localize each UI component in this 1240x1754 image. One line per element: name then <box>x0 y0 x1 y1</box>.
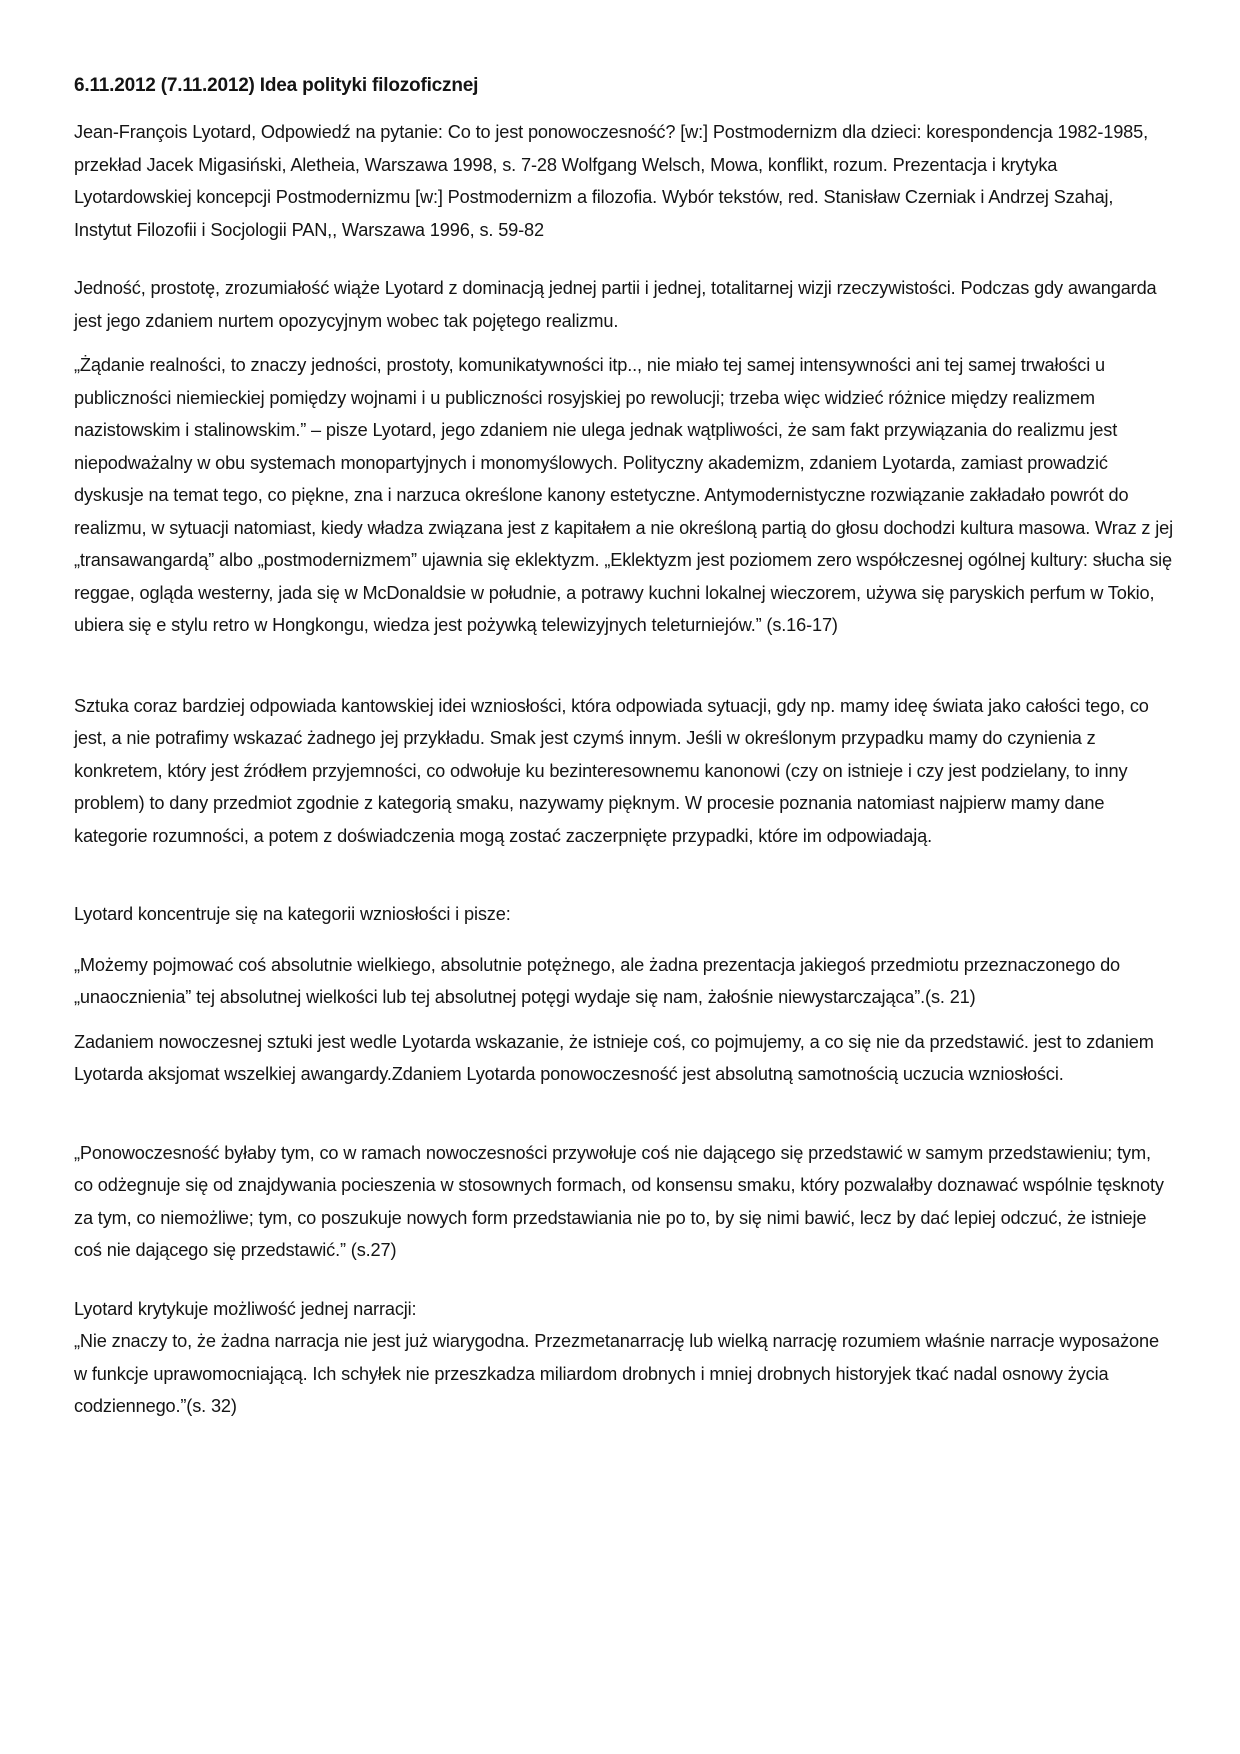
quote-paragraph: „Nie znaczy to, że żadna narracja nie jest już wiarygodna. Przezmetanarrację lub wielką narrację rozumiem właśnie narracje wyposażone w funkcje uprawomocniającą. Ich schyłek nie przeszkadza miliardom drobnych i mniej drobnych historyjek tkać nadal osnowy życia codziennego.”(s. 32) <box>74 1331 1159 1416</box>
document-body <box>74 70 1174 1423</box>
quote-paragraph: „Ponowoczesność byłaby tym, co w ramach nowoczesności przywołuje coś nie dającego się przedstawić w samym przedstawieniu; tym, co odżegnuje się od znajdywania pocieszenia w stosownych formach, od konsensu smaku, który pozwalałby doznawać wspólnie tęsknoty za tym, co niemożliwe; tym, co poszukuje nowych form przedstawiania nie po to, by się nimi bawić, lecz by dać lepiej odczuć, że istnieje coś nie dającego się przedstawić.” (s.27) <box>74 1142 1164 1260</box>
quote-paragraph: „Możemy pojmować coś absolutnie wielkiego, absolutnie potężnego, ale żadna prezentacja jakiegoś przedmiotu przeznaczonego do „unaocznienia” tej absolutnej wielkości lub tej absolutnej potęgi wydaje się nam, żałośnie niewystarczająca”.(s. 21) <box>74 954 1120 1007</box>
document-title: 6.11.2012 (7.11.2012) Idea polityki filozoficznej <box>74 75 479 96</box>
quote-paragraph: „Żądanie realności, to znaczy jedności, prostoty, komunikatywności itp.., nie miało tej samej intensywności ani tej samej trwałości u publiczności niemieckiej pomiędzy wojnami i u publiczności rosyjskiej po rewolucji; trzeba więc widzieć różnice między realizmem nazistowskim i stalinowskim.” – pisze Lyotard, jego zdaniem nie ulega jednak wątpliwości, że sam fakt przywiązania do realizmu jest niepodważalny w obu systemach monopartyjnych i monomyślowych. Polityczny akademizm, zdaniem Lyotarda, zamiast prowadzić dyskusje na temat tego, co piękne, zna i narzuca określone kanony estetyczne. Antymodernistyczne rozwiązanie zakładało powrót do realizmu, w sytuacji natomiast, kiedy władza związana jest z kapitałem a nie określoną partią do głosu dochodzi kultura masowa. Wraz z jej „transawangardą” albo „postmodernizmem” ujawnia się eklektyzm. „Eklektyzm jest poziomem zero współczesnej ogólnej kultury: słucha się reggae, ogląda westerny, jada się w McDonaldsie w południe, a potrawy kuchni lokalnej wieczorem, używa się paryskich perfum w Tokio, ubiera się e stylu retro w Hongkongu, wiedza jest pożywką telewizyjnych teleturniejów.” (s.16-17) <box>74 355 1174 635</box>
body-paragraph: Zadaniem nowoczesnej sztuki jest wedle Lyotarda wskazanie, że istnieje coś, co pojmujemy, a co się nie da przedstawić. jest to zdaniem Lyotarda aksjomat wszelkiej awangardy.Zdaniem Lyotarda ponowoczesność jest absolutną samotnością uczucia wzniosłości. <box>74 1031 1154 1084</box>
bibliography-paragraph: Jean-François Lyotard, Odpowiedź na pytanie: Co to jest ponowoczesność? [w:] Postmodernizm dla dzieci: korespondencja 1982-1985, przekład Jacek Migasiński, Aletheia, Warszawa 1998, s. 7-28 Wolfgang Welsch, Mowa, konflikt, rozum. Prezentacja i krytyka Lyotardowskiej koncepcji Postmodernizmu [w:] Postmodernizm a filozofia. Wybór tekstów, red. Stanisław Czerniak i Andrzej Szahaj, Instytut Filozofii i Socjologii PAN,, Warszawa 1996, s. 59-82 <box>74 122 1149 240</box>
body-paragraph: Lyotard koncentruje się na kategorii wzniosłości i pisze: <box>74 904 511 924</box>
body-paragraph: Jedność, prostotę, zrozumiałość wiąże Lyotard z dominacją jednej partii i jednej, totalitarnej wizji rzeczywistości. Podczas gdy awangarda jest jego zdaniem nurtem opozycyjnym wobec tak pojętego realizmu. <box>74 278 1157 331</box>
body-paragraph: Lyotard krytykuje możliwość jednej narracji: <box>74 1298 417 1319</box>
body-paragraph: Sztuka coraz bardziej odpowiada kantowskiej idei wzniosłości, która odpowiada sytuacji, gdy np. mamy ideę świata jako całości tego, co jest, a nie potrafimy wskazać żadnego jej przykładu. Smak jest czymś innym. Jeśli w określonym przypadku mamy do czynienia z konkretem, który jest źródłem przyjemności, co odwołuje ku bezinteresownemu kanonowi (czy on istnieje i czy jest podzielany, to inny problem) to dany przedmiot zgodnie z kategorią smaku, nazywamy pięknym. W procesie poznania natomiast najpierw mamy dane kategorie rozumności, a potem z doświadczenia mogą zostać zaczerpnięte przypadki, które im odpowiadają. <box>74 695 1149 846</box>
